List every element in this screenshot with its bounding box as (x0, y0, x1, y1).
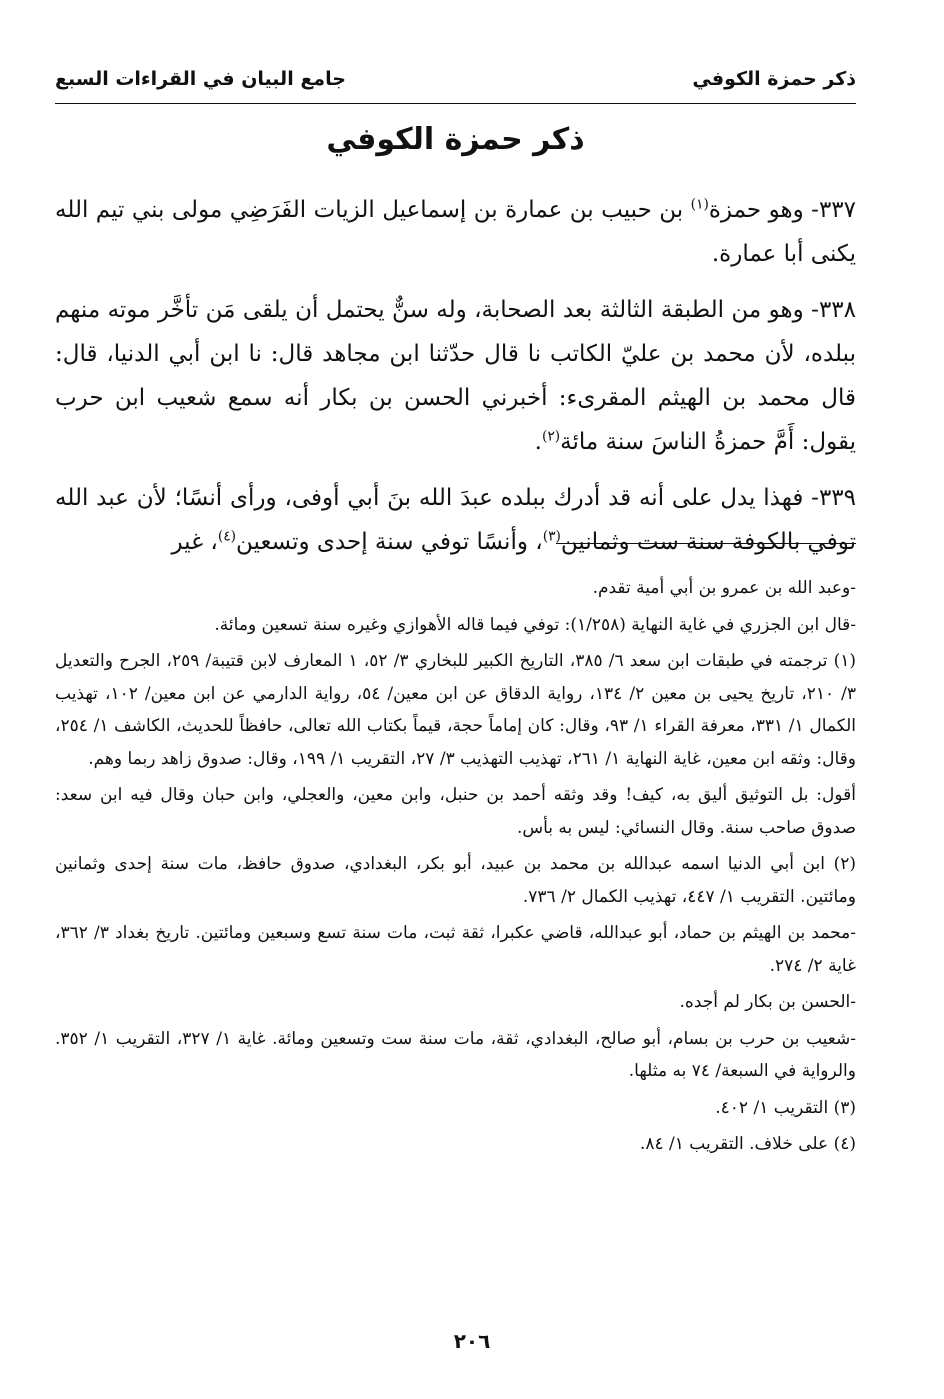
footnote-entry: (٣) التقريب ١/ ٤٠٢. (715, 1097, 856, 1118)
chapter-title: ذكر حمزة الكوفي (326, 122, 585, 157)
footnote-entry: أقول: بل التوثيق أليق به، كيف! وقد وثقه أحمد بن حنبل، وابن معين، والعجلي، وابن حبان وقال فيه ابن سعد: صدوق صاحب سنة. وقال النسائي: ليس به بأس. (55, 785, 856, 838)
running-header (55, 60, 856, 98)
footnote-entry: -محمد بن الهيثم بن حماد، أبو عبدالله، قاضي عكبرا، ثقة ثبت، مات سنة تسع وسبعين ومائتين. تاريخ بغداد ٣/ ٣٦٢، غاية ٢/ ٢٧٤. (55, 923, 856, 976)
footnote-ref: (٢) (541, 428, 561, 445)
footnote-ref: (٣) (542, 528, 561, 545)
footnote-separator (556, 543, 856, 544)
footnote-entry: (٤) على خلاف. التقريب ١/ ٨٤. (639, 1134, 856, 1154)
footnote-entry: (٢) ابن أبي الدنيا اسمه عبدالله بن محمد بن عبيد، أبو بكر، البغدادي، صدوق حافظ، مات سنة إحدى وثمانين ومائتين. التقريب ١/ ٤٤٧، تهذيب الكمال ٢/ ٧٣٦. (55, 854, 856, 907)
footnote-ref: (١) (690, 196, 709, 213)
footnote-entry: -شعيب بن حرب بن بسام، أبو صالح، البغدادي، ثقة، مات سنة ست وتسعين ومائة. غاية ١/ ٣٢٧، التقريب ١/ ٣٥٢. والرواية في السبعة/ ٧٤ به مثلها. (55, 1028, 856, 1081)
paragraph-338: ٣٣٨- وهو من الطبقة الثالثة بعد الصحابة، وله سنٌّ يحتمل أن يلقى مَن تأخَّر موته منهم ببلده، لأن محمد بن عليّ الكاتب نا قال حدّثنا ابن مجاهد قال: نا ابن أبي الدنيا، قال: قال محمد بن الهيثم المقرىء: أخبرني الحسن بن بكار أنه سمع شعيب ابن حرب يقول: أَمَّ حمزةُ الناسَ سنة مائة$^{(٢)}$. (55, 297, 856, 455)
footnote-entry: -قال ابن الجزري في غاية النهاية (١/٢٥٨): توفي فيما قاله الأهوازي وغيره سنة تسعين ومائة. (214, 614, 856, 635)
header-book-title: جامع البيان في القراءات السبع (55, 68, 346, 90)
main-text (55, 188, 856, 576)
paragraph-339: ٣٣٩- فهذا يدل على أنه قد أدرك ببلده عبدَ الله بنَ أبي أوفى، ورأى أنسًا؛ لأن عبد الله توفي بالكوفة سنة ست وثمانين$^{(٣)}$، وأنسًا توفي سنة إحدى وتسعين$^{(٤)}$، غير (55, 485, 856, 555)
footnote-entry: (١) ترجمته في طبقات ابن سعد ٦/ ٣٨٥، التاريخ الكبير للبخاري ٣/ ٥٢، ١ المعارف لابن قتيبة/ ٢٥٩، الجرح والتعديل ٣/ ٢١٠، تاريخ يحيى بن معين ٢/ ١٣٤، رواية الدقاق عن ابن معين/ ٥٤، رواية الدارمي عن ابن معين/ ١٠٢، تهذيب الكمال ١/ ٣٣١، معرفة القراء ١/ ٩٣، وقال: كان إماماً حجة، قيماً بكتاب الله تعالى، حافظاً للحديث، الكاشف ١/ ٢٥٤، وقال: وثقه ابن معين، غاية النهاية ١/ ٢٦١، تهذيب التهذيب ٣/ ٢٧، التقريب ١/ ١٩٩، وقال: صدوق زاهد ربما وهم. (55, 651, 857, 769)
header-rule (55, 103, 856, 104)
footnotes (55, 572, 856, 1165)
footnote-entry: -الحسن بن بكار لم أجده. (679, 992, 856, 1012)
footnote-entry: -وعبد الله بن عمرو بن أبي أمية تقدم. (592, 578, 856, 598)
header-chapter-title: ذكر حمزة الكوفي (692, 68, 856, 90)
page-number: ٢٠٦ (453, 1329, 491, 1353)
paragraph-337: ٣٣٧- وهو حمزة$^{(١)}$ بن حبيب بن عمارة بن إسماعيل الزيات الفَرَضِي مولى بني تيم الله يكنى أبا عمارة. (55, 196, 856, 267)
footnote-ref: (٤) (217, 528, 237, 545)
